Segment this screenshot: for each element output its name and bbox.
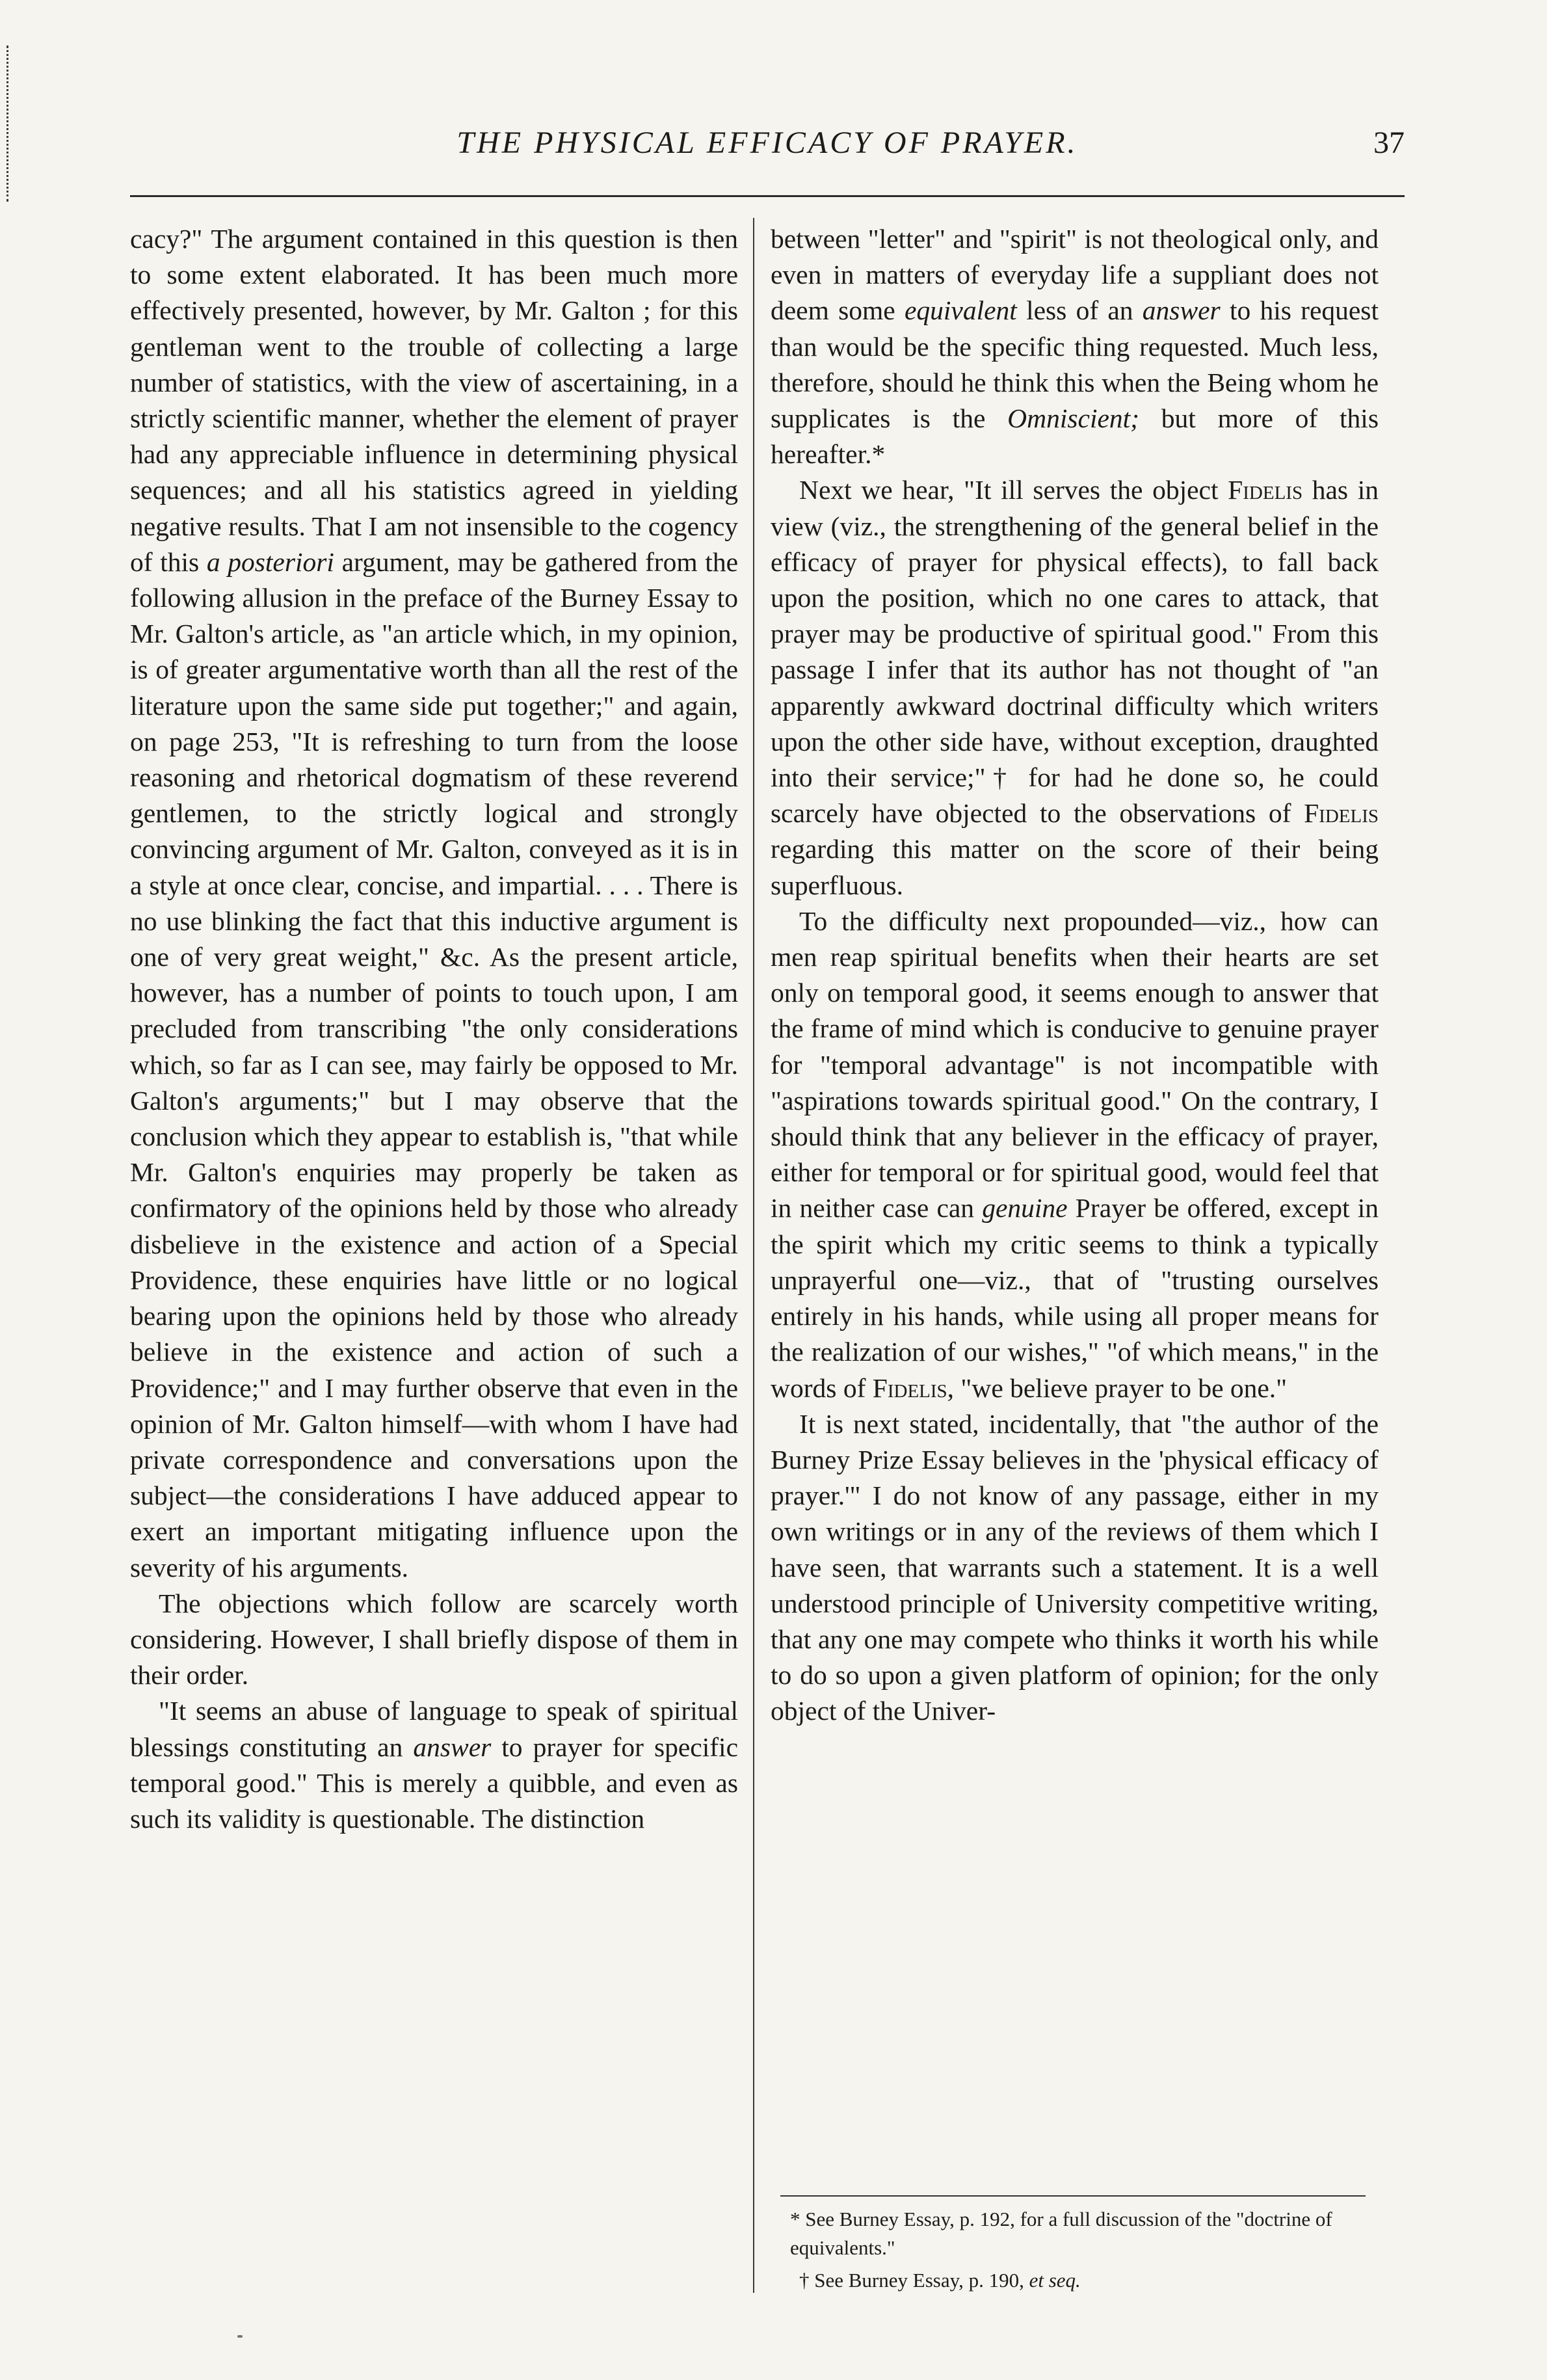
right-column [771,221,1379,1730]
paragraph: cacy?" The argument contained in this question is then to some extent elaborated. It has been much more effectively presented, however, by Mr. Galton ; for this gentleman went to the trouble of collecting a large number of statistics, with the view of ascertaining, in a strictly scientific manner, whether the element of prayer had any appreciable influence in determining physical sequences; and all his statistics agreed in yielding negative results. That I am not insensible to the cogency of this a posteriori argument, may be gathered from the following allusion in the preface of the Burney Essay to Mr. Galton's article, as "an article which, in my opinion, is of greater argumentative worth than all the rest of the literature upon the same side put together;" and again, on page 253, "It is refreshing to turn from the loose reasoning and rhetorical dogmatism of these reverend gentlemen, to the strictly logical and strongly convincing argument of Mr. Galton, conveyed as it is in a style at once clear, concise, and impartial. . . . There is no use blinking the fact that this inductive argument is one of very great weight," &c. As the present article, however, has a number of points to touch upon, I am precluded from transcribing "the only considerations which, so far as I can see, may fairly be opposed to Mr. Galton's arguments;" but I may observe that the conclusion which they appear to establish is, "that while Mr. Galton's enquiries may properly be taken as confirmatory of the opinions held by those who already disbelieve in the existence and action of a Special Providence, these enquiries have little or no logical bearing upon the opinions held by those who already believe in the existence and action of such a Providence;" and I may further observe that even in the opinion of Mr. Galton himself—with whom I have had private correspondence and conversations upon the subject—the considerations I have adduced appear to exert an important mitigating influence upon the severity of his arguments. [130,224,738,1583]
paragraph: Next we hear, "It ill serves the object Fidelis has in view (viz., the strengthening of the general belief in the efficacy of prayer for physical effects), to fall back upon the position, which no one cares to attack, that prayer may be productive of spiritual good." From this passage I infer that its author has not thought of "an apparently awkward doctrinal difficulty which writers upon the other side have, without exception, draughted into their service;"† for had he done so, he could scarcely have objected to the observations of Fidelis regarding this matter on the score of their being superfluous. [771,475,1379,900]
footnote: † See Burney Essay, p. 190, et seq. [799,2269,1081,2292]
footnote-rule [780,2195,1366,2197]
page-header [130,114,1405,172]
footnote: * See Burney Essay, p. 192, for a full discussion of the "doctrine of equivalents." [790,2208,1332,2259]
running-title: THE PHYSICAL EFFICACY OF PRAYER. [456,126,1078,160]
paragraph: The objections which follow are scarcely worth considering. However, I shall briefly dispose of them in their order. [130,1588,738,1691]
column-divider [753,218,754,2293]
margin-binding-mark [7,46,12,202]
header-rule [130,195,1405,197]
paragraph: It is next stated, incidentally, that "the author of the Burney Prize Essay believes in the 'physical efficacy of prayer.'" I do not know of any passage, either in my own writings or in any of the reviews of them which I have seen, that warrants such a statement. It is a well understood principle of University competitive writing, that any one may compete who thinks it worth his while to do so upon a given platform of opinion; for the only object of the Univer- [771,1408,1379,1726]
print-speck [237,2335,243,2338]
paragraph: "It seems an abuse of language to speak of spiritual blessings constituting an answer to prayer for specific temporal good." This is merely a quibble, and even as such its validity is questionable. The distinction [130,1696,738,1834]
page-number: 37 [1373,126,1405,160]
paragraph: To the difficulty next propounded—viz., how can men reap spiritual benefits when their hearts are set only on temporal good, it seems enough to answer that the frame of mind which is conducive to genuine prayer for "temporal advantage" is not incompatible with "aspirations towards spiritual good." On the contrary, I should think that any believer in the efficacy of prayer, either for temporal or for spiritual good, would feel that in neither case can genuine Prayer be offered, except in the spirit which my critic seems to think a typically unprayerful one—viz., that of "trusting ourselves entirely in his hands, while using all proper means for the realization of our wishes," "of which means," in the words of Fidelis, "we believe prayer to be one." [771,905,1379,1403]
footnotes [790,2205,1375,2295]
left-column [130,221,738,1837]
paragraph: between "letter" and "spirit" is not theological only, and even in matters of everyday life a suppliant does not deem some equivalent less of an answer to his request than would be the specific thing requested. Much less, therefore, should he think this when the Being whom he supplicates is the Omniscient; but more of this hereafter.* [771,224,1379,470]
